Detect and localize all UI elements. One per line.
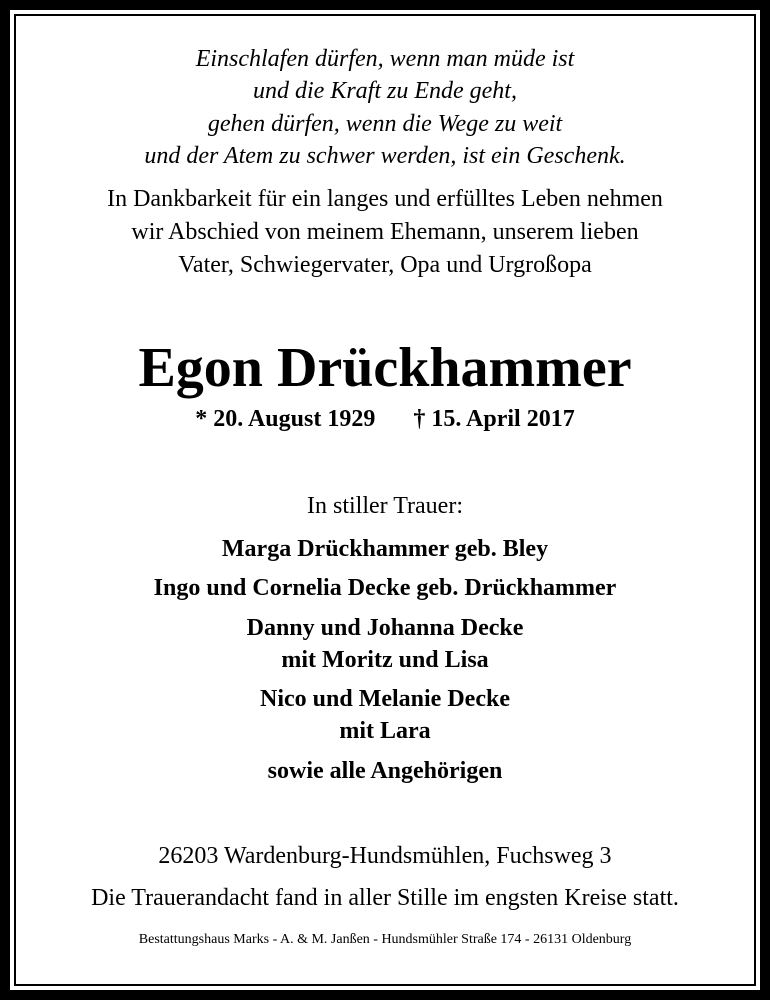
life-dates	[16, 404, 754, 434]
intro-line: In Dankbarkeit für ein langes und erfülltes Leben nehmen	[107, 186, 663, 212]
intro-line: wir Abschied von meinem Ehemann, unserem lieben	[131, 219, 639, 245]
mourner-line: Ingo und Cornelia Decke geb. Drückhammer	[153, 575, 617, 601]
poem-line: Einschlafen dürfen, wenn man müde ist	[195, 46, 575, 72]
death-date: † 15. April 2017	[413, 406, 575, 432]
mourner-line: sowie alle Angehörigen	[267, 758, 503, 784]
undertaker-info: Bestattungshaus Marks - A. & M. Janßen - Hundsmühler Straße 174 - 26131 Oldenburg	[138, 932, 632, 947]
poem-line: gehen dürfen, wenn die Wege zu weit	[207, 111, 563, 137]
mourner-line: Danny und Johanna Decke	[246, 615, 524, 641]
poem-line: und die Kraft zu Ende geht,	[253, 78, 517, 104]
service-note: Die Trauerandacht fand in aller Stille im engsten Kreise statt.	[91, 885, 679, 911]
poem-line: und der Atem zu schwer werden, ist ein Geschenk.	[144, 143, 626, 169]
mourners-heading: In stiller Trauer:	[307, 493, 463, 519]
birth-date: * 20. August 1929	[195, 406, 376, 432]
obituary-notice	[16, 16, 754, 984]
deceased-name: Egon Drückhammer	[138, 337, 632, 399]
mourner-line: Marga Drückhammer geb. Bley	[221, 536, 549, 562]
mourner-line: mit Lara	[339, 718, 431, 744]
family-address: 26203 Wardenburg-Hundsmühlen, Fuchsweg 3	[158, 843, 612, 869]
mourner-line: mit Moritz und Lisa	[281, 647, 489, 673]
intro-line: Vater, Schwiegervater, Opa und Urgroßopa	[178, 252, 592, 278]
mourner-line: Nico und Melanie Decke	[260, 686, 510, 712]
